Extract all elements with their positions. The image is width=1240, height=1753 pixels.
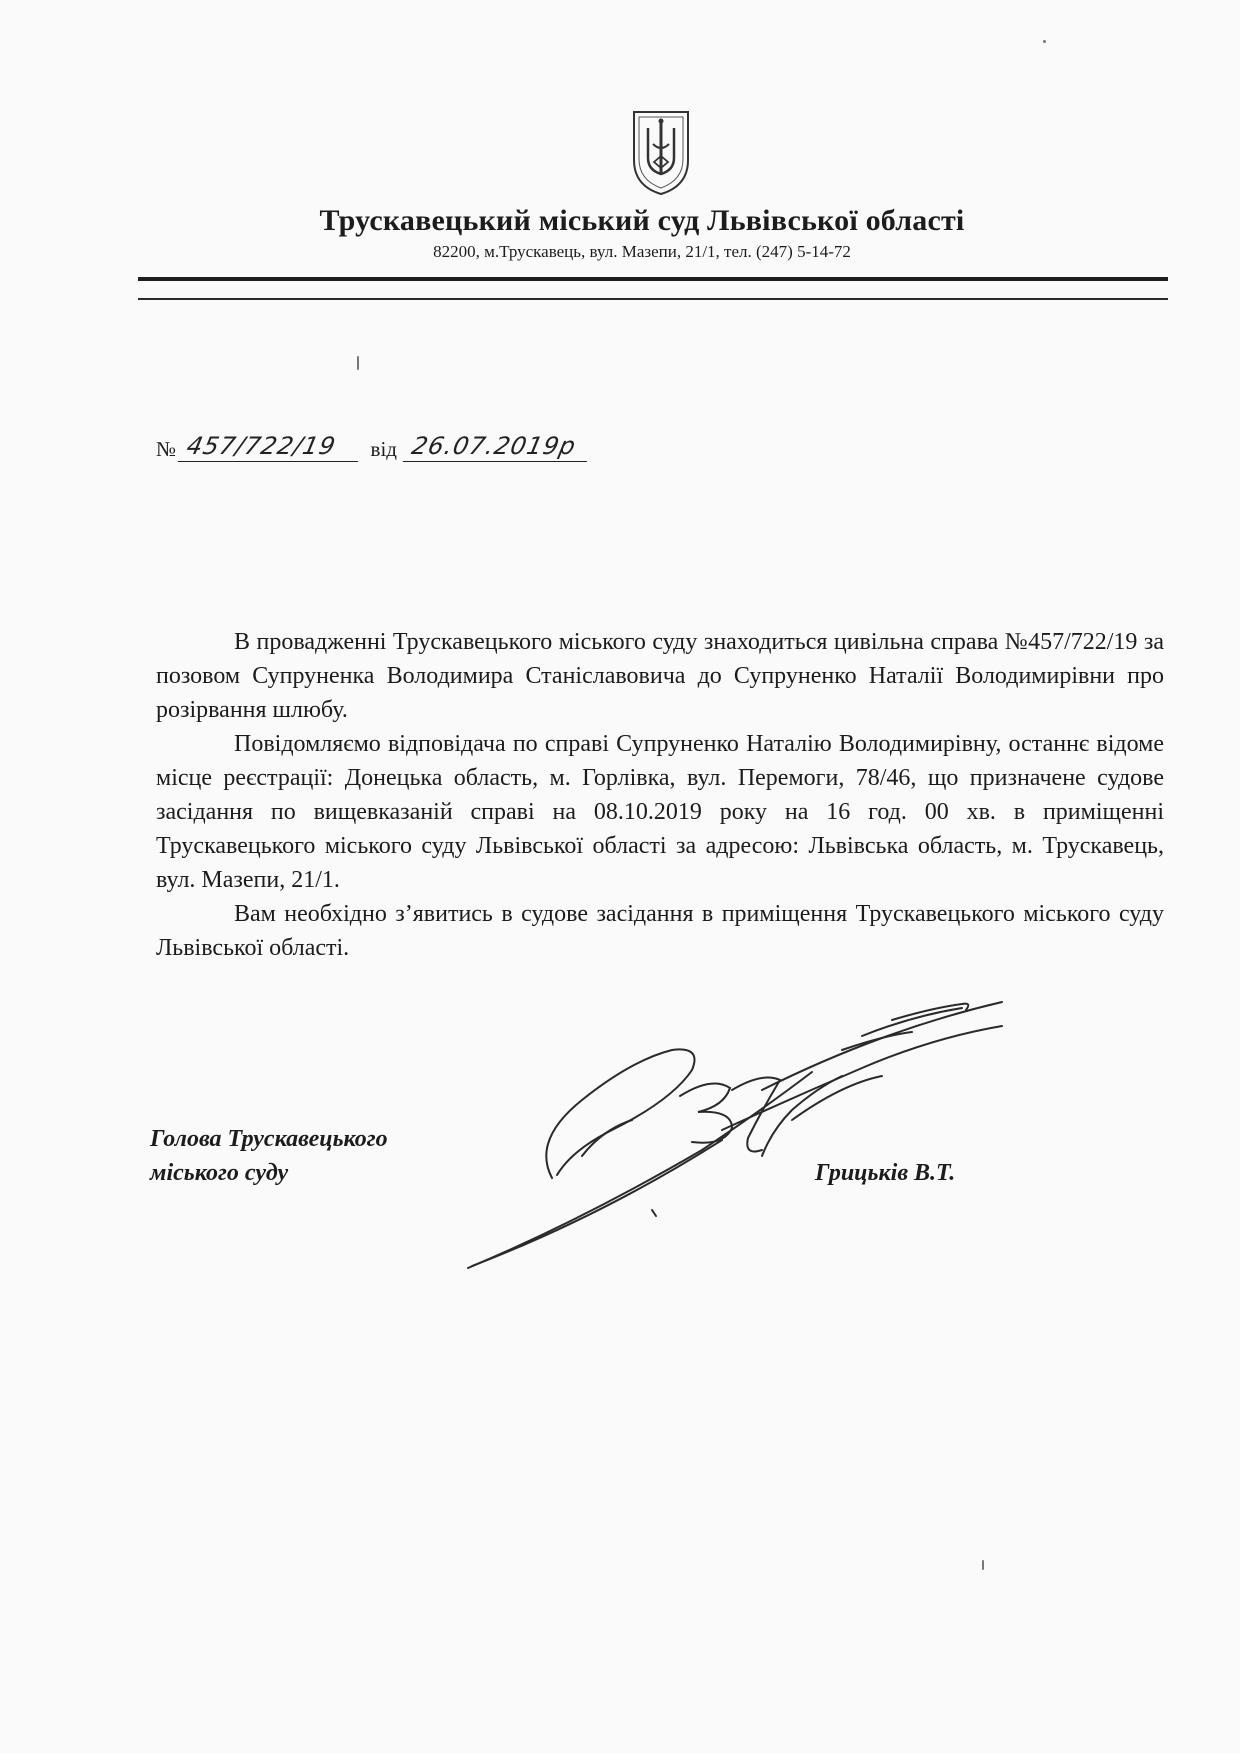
body-paragraph: В провадженні Трускавецького міського суду знаходиться цивільна справа №457/722/19 за позовом Супруненка Володимира Станіславовича до Супруненко Наталії Володимирівни про розірвання шлюбу. [156, 629, 1164, 723]
signatory-title-line: Голова Трускавецького [150, 1126, 388, 1152]
letter-body [156, 625, 1164, 965]
signer-name: Грицьків В.Т. [815, 1160, 956, 1186]
handwritten-signature-icon [462, 980, 1022, 1280]
reference-date-value: 26.07.2019р [403, 432, 593, 462]
reference-date-label: від [370, 437, 397, 461]
paper-speck [982, 1560, 984, 1570]
header-divider-thin [138, 298, 1168, 300]
reference-number-label: № [156, 437, 177, 461]
signatory-title [150, 1122, 388, 1190]
body-paragraph: Вам необхідно з’явитись в судове засідання в приміщення Трускавецького міського суду Львівської області. [156, 901, 1164, 961]
paper-speck [357, 356, 359, 370]
court-name: Трускавецький міський суд Львівської області [319, 204, 965, 237]
court-address: 82200, м.Трускавець, вул. Мазепи, 21/1, тел. (247) 5-14-72 [433, 242, 851, 261]
body-paragraph: Повідомляємо відповідача по справі Супруненко Наталію Володимирівну, останнє відоме місце реєстрації: Донецька область, м. Горлівка, вул. Перемоги, 78/46, що призначене судове засідання по вищевказаній справі на 08.10.2019 року на 16 год. 00 хв. в приміщенні Трускавецького міського суду Львівської області за адресою: Львівська область, м. Трускавець, вул. Мазепи, 21/1. [156, 731, 1164, 893]
reference-number-value: 457/722/19 [178, 432, 364, 462]
trident-coat-of-arms-icon [630, 108, 692, 196]
header-divider-thick [138, 277, 1168, 281]
signatory-title-line: міського суду [150, 1160, 289, 1186]
paper-speck [1043, 40, 1046, 43]
reference-line [156, 432, 590, 464]
